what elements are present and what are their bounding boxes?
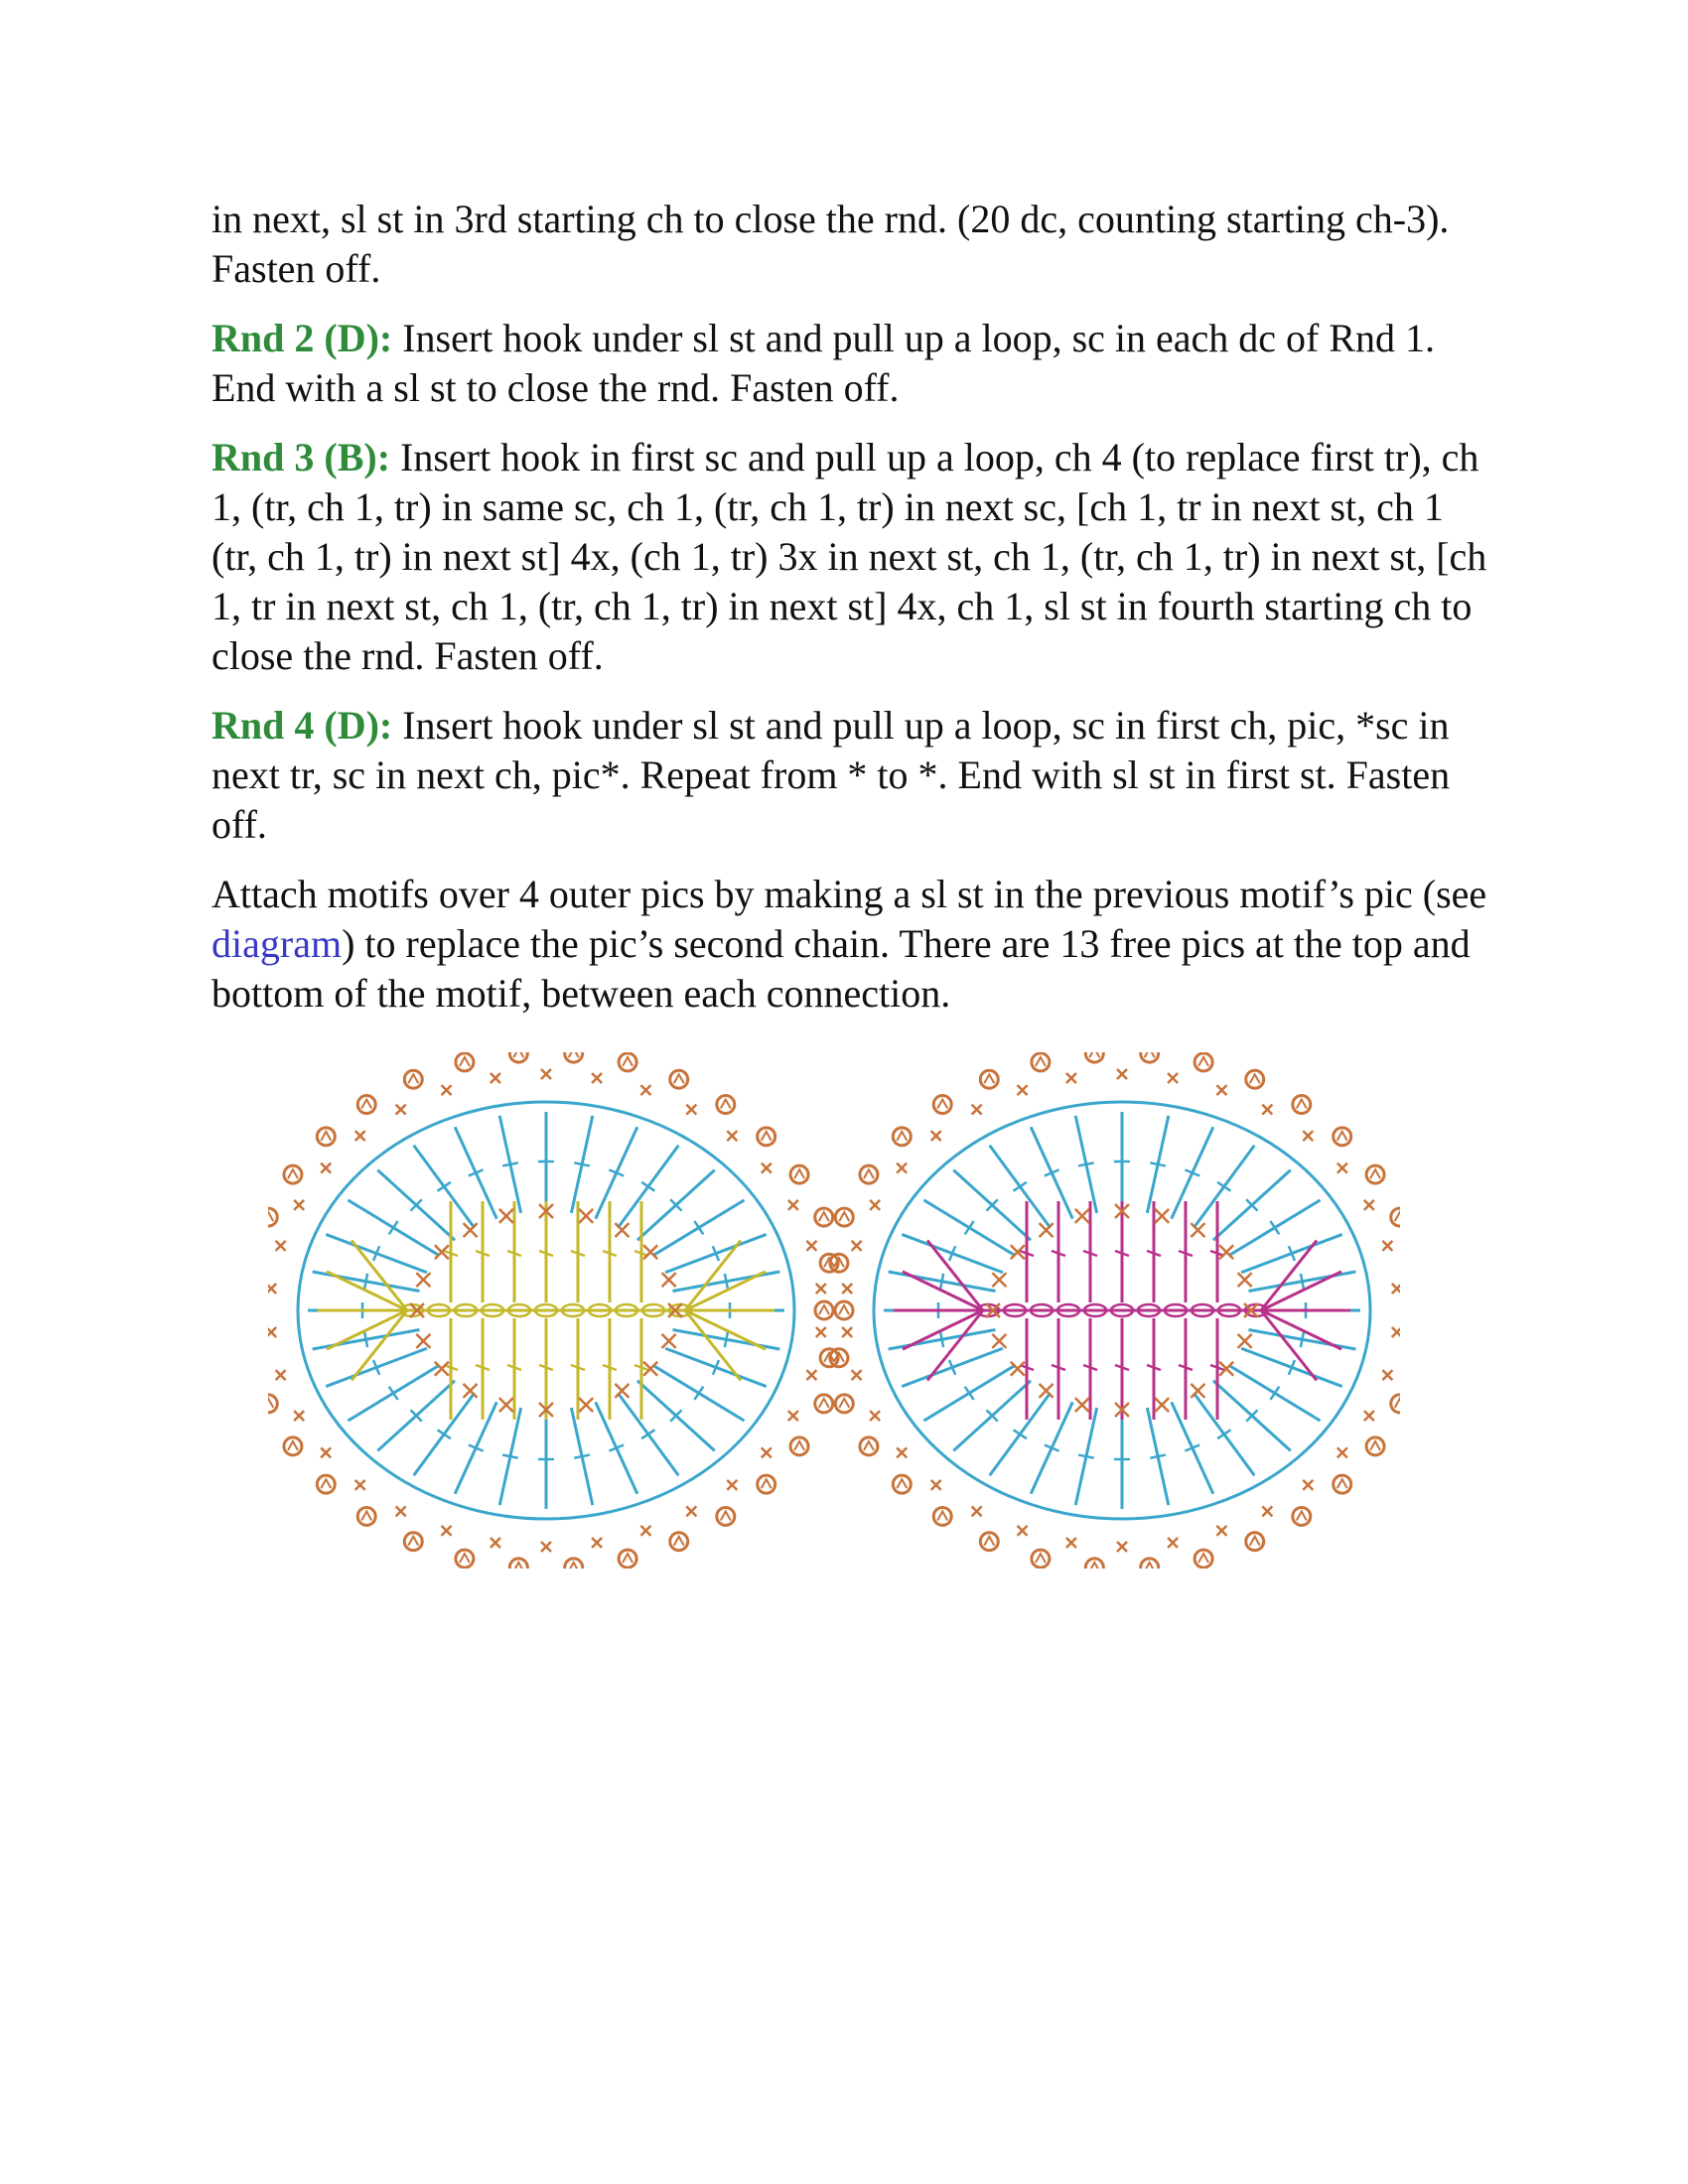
rnd4-text: Insert hook under sl st and pull up a loop, sc in first ch, pic, *sc in next tr, sc in next ch, pic*. Repeat from * to *. End with sl st in first st. Fasten off. bbox=[211, 703, 1451, 847]
instructions-text bbox=[211, 195, 1492, 1038]
diagram-link[interactable]: diagram bbox=[211, 921, 343, 966]
crochet-diagram bbox=[268, 1052, 1400, 1569]
rnd2-label: Rnd 2 (D): bbox=[211, 316, 393, 360]
rnd3-text: Insert hook in first sc and pull up a loop, ch 4 (to replace first tr), ch 1, (tr, ch 1, tr) in same sc, ch 1, (tr, ch 1, tr) in next sc, [ch 1, tr in next st, ch 1 (tr, ch 1, tr) in next st] 4x, (ch 1, tr) 3x in next st, ch 1, (tr, ch 1, tr) in next st, [ch 1, tr in next st, ch 1, (tr, ch 1, tr) in next st] 4x, ch 1, sl st in fourth starting ch to close the rnd. Fasten off. bbox=[211, 435, 1487, 678]
crochet-chart-motif-right-icon bbox=[815, 1052, 1400, 1569]
attach-text-before: Attach motifs over 4 outer pics by making a sl st in the previous motif’s pic (see bbox=[211, 872, 1487, 916]
crochet-chart-motif-left-icon bbox=[268, 1052, 853, 1569]
paragraph-rnd3 bbox=[211, 433, 1492, 681]
rnd4-label: Rnd 4 (D): bbox=[211, 703, 393, 748]
paragraph-attach bbox=[211, 870, 1492, 1019]
paragraph-rnd2 bbox=[211, 314, 1492, 413]
rnd3-label: Rnd 3 (B): bbox=[211, 435, 391, 479]
paragraph-rnd1-end bbox=[211, 195, 1492, 294]
attach-text-after: ) to replace the pic’s second chain. There are 13 free pics at the top and bottom of the motif, between each connection. bbox=[211, 921, 1471, 1016]
rnd2-text: Insert hook under sl st and pull up a loop, sc in each dc of Rnd 1. End with a sl st to close the rnd. Fasten off. bbox=[211, 316, 1436, 410]
paragraph-rnd4 bbox=[211, 701, 1492, 850]
rnd1-end-text: in next, sl st in 3rd starting ch to close the rnd. (20 dc, counting starting ch-3). Fasten off. bbox=[211, 197, 1450, 291]
